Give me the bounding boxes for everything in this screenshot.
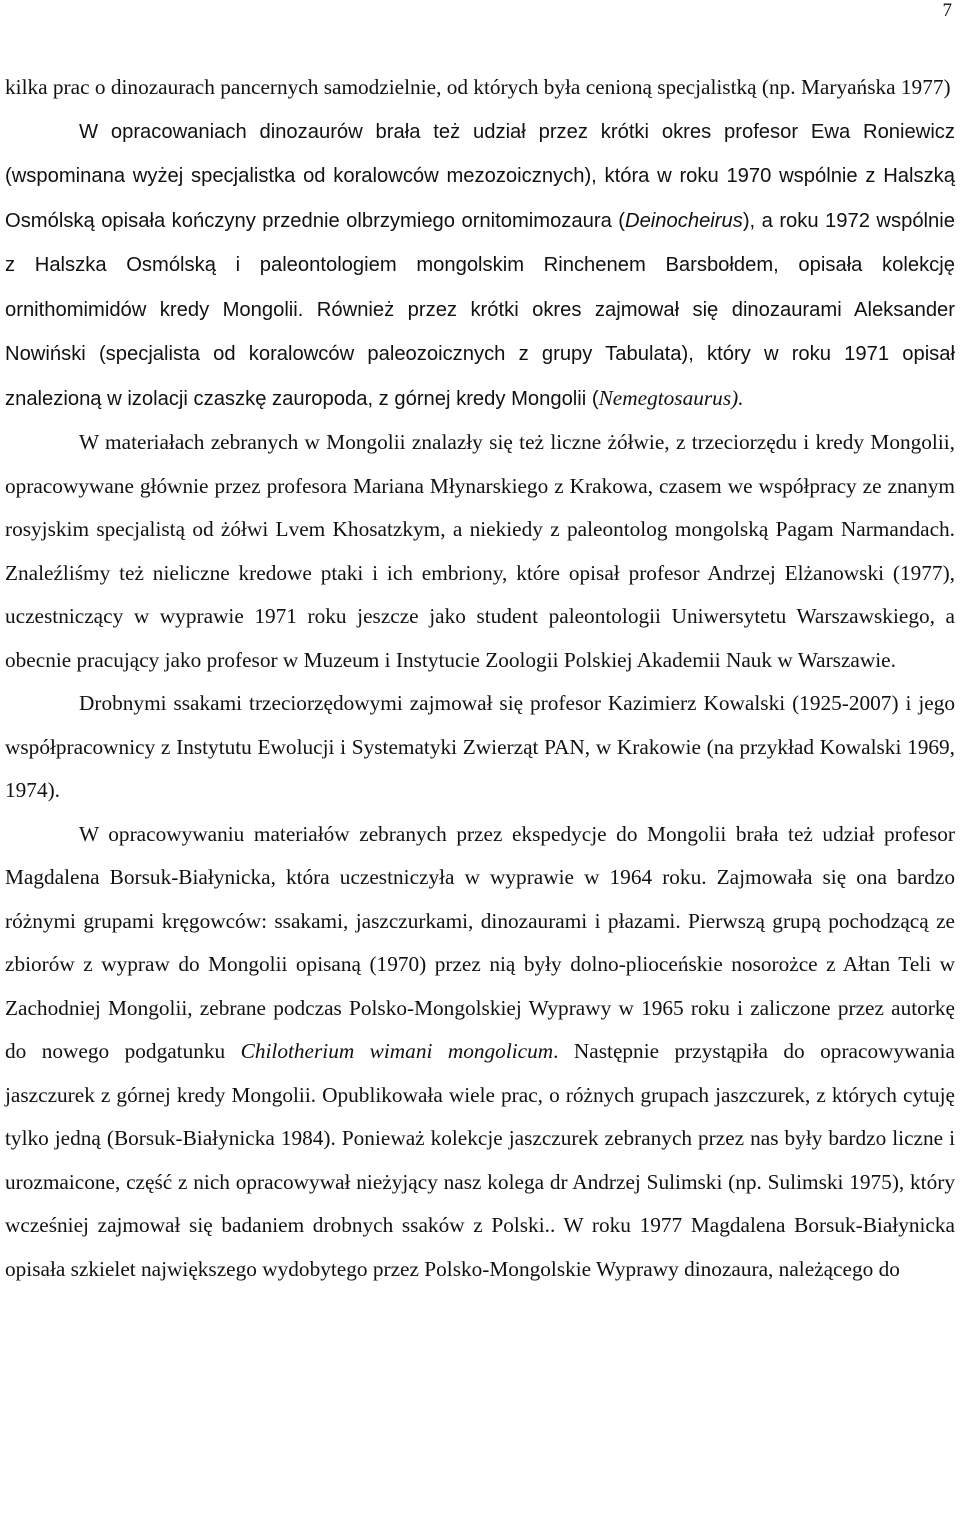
paragraph-text: Drobnymi ssakami trzeciorzędowymi zajmował się profesor Kazimierz Kowalski (1925-2007) i jego współpracownicy z Instytutu Ewolucji i Systematyki Zwierząt PAN, w Krakowie (na przykład Kowalski 1969, 1974). <box>5 691 955 802</box>
paragraph <box>5 813 955 1292</box>
paragraph-text: ), a roku 1972 wspólnie z Halszka Osmólską i paleontologiem mongolskim Rinchenem Barsbołdem, opisała kolekcję ornithomimidów kredy Mongolii. Również przez krótki okres zajmował się dinozaurami Aleksander Nowiński (specjalista od koralowców paleozoicznych z grupy Tabulata), który w roku 1971 opisał znalezioną w izolacji czaszkę zauropoda, z górnej kredy Mongolii ( <box>5 209 955 410</box>
species-name: Deinocheirus <box>625 209 743 232</box>
document-body <box>5 66 955 1291</box>
paragraph <box>5 682 955 813</box>
paragraph-text: W opracowaniach dinozaurów brała też udział przez krótki okres profesor Ewa Roniewicz (wspominana wyżej specjalistka od koralowców mezozoicznych), która w roku 1970 wspólnie z Halszką Osmólską opisała kończyny przednie olbrzymiego ornitomimozaura ( <box>5 120 955 232</box>
page-number: 7 <box>942 0 952 21</box>
species-name: Nemegtosaurus). <box>598 385 744 410</box>
paragraph <box>5 421 955 682</box>
paragraph-text: . Następnie przystąpiła do opracowywania jaszczurek z górnej kredy Mongolii. Opublikowała wiele prac, o różnych grupach jaszczurek, z których cytuję tylko jedną (Borsuk-Białynicka 1984). Ponieważ kolekcje jaszczurek zebranych przez nas były bardzo liczne i urozmaicone, część z nich opracowywał nieżyjący nasz kolega dr Andrzej Sulimski (np. Sulimski 1975), który wcześniej zajmował się badaniem drobnych ssaków z Polski.. W roku 1977 Magdalena Borsuk-Białynicka opisała szkielet największego wydobytego przez Polsko-Mongolskie Wyprawy dinozaura, należącego do <box>5 1039 955 1281</box>
paragraph <box>5 110 955 422</box>
paragraph-text: kilka prac o dinozaurach pancernych samodzielnie, od których była cenioną specjalistką (np. Maryańska 1977) <box>5 75 951 99</box>
paragraph <box>5 66 955 110</box>
species-name: Chilotherium wimani mongolicum <box>240 1039 554 1063</box>
paragraph-text: W materiałach zebranych w Mongolii znalazły się też liczne żółwie, z trzeciorzędu i kredy Mongolii, opracowywane głównie przez profesora Mariana Młynarskiego z Krakowa, czasem we współpracy ze znanym rosyjskim specjalistą od żółwi Lvem Khosatzkym, a niekiedy z paleontolog mongolską Pagam Narmandach. Znaleźliśmy też nieliczne kredowe ptaki i ich embriony, które opisał profesor Andrzej Elżanowski (1977), uczestniczący w wyprawie 1971 roku jeszcze jako student paleontologii Uniwersytetu Warszawskiego, a obecnie pracujący jako profesor w Muzeum i Instytucie Zoologii Polskiej Akademii Nauk w Warszawie. <box>5 430 955 672</box>
paragraph-text: W opracowywaniu materiałów zebranych przez ekspedycje do Mongolii brała też udział profesor Magdalena Borsuk-Białynicka, która uczestniczyła w wyprawie w 1964 roku. Zajmowała się ona bardzo różnymi grupami kręgowców: ssakami, jaszczurkami, dinozaurami i płazami. Pierwszą grupą pochodzącą ze zbiorów z wypraw do Mongolii opisaną (1970) przez nią były dolno-plioceńskie nosorożce z Ałtan Teli w Zachodniej Mongolii, zebrane podczas Polsko-Mongolskiej Wyprawy w 1965 roku i zaliczone przez autorkę do nowego podgatunku <box>5 821 955 1063</box>
